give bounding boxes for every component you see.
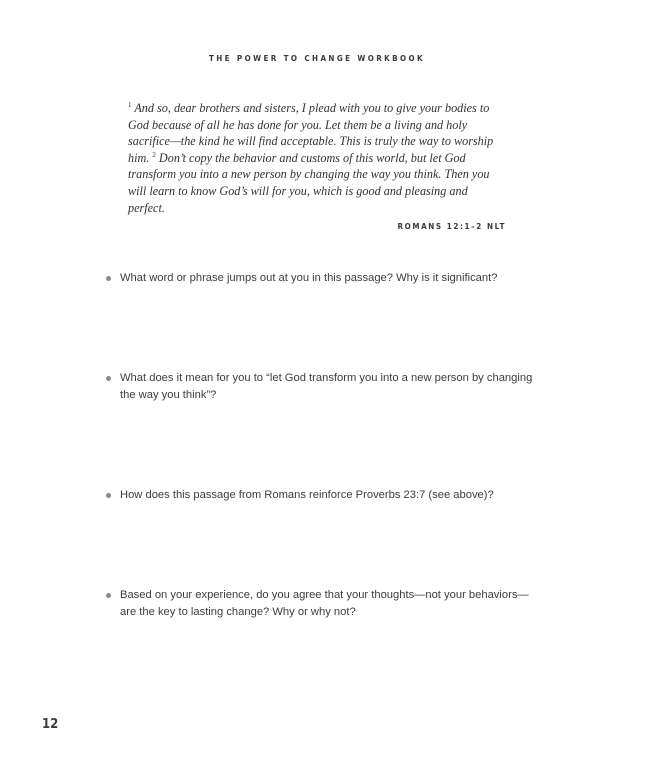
scripture-passage	[128, 100, 506, 231]
verse-text: Don’t copy the behavior and customs of this world, but let God transform you into a new person by changing the way you think. Then you will learn to know God’s will for you, which is good and pleasing and perfect.	[128, 150, 490, 215]
question-item	[104, 370, 544, 403]
question-item	[104, 270, 544, 287]
bullet-icon	[106, 276, 111, 281]
question-text: What word or phrase jumps out at you in this passage? Why is it significant?	[120, 272, 498, 284]
question-text: How does this passage from Romans reinforce Proverbs 23:7 (see above)?	[120, 489, 494, 501]
page-number: 12	[42, 717, 59, 732]
scripture-text	[128, 100, 506, 216]
question-item	[104, 487, 544, 504]
running-header-title: THE POWER TO CHANGE WORKBOOK	[208, 54, 426, 63]
verse-number: 2	[152, 150, 156, 159]
bullet-icon	[106, 593, 111, 598]
bullet-icon	[106, 493, 111, 498]
verse-text: And so, dear brothers and sisters, I plead with you to give your bodies to God because of all he has done for you. Let them be a living and holy sacrifice—the kind he will find acceptable. This is truly the way to worship him.	[128, 101, 494, 165]
verse-number: 1	[128, 100, 132, 109]
scripture-reference: ROMANS 12:1–2 NLT	[397, 222, 506, 232]
question-text: Based on your experience, do you agree that your thoughts—not your behaviors—are the key to lasting change? Why or why not?	[120, 589, 529, 618]
question-item	[104, 587, 544, 620]
bullet-icon	[106, 376, 111, 381]
question-text: What does it mean for you to “let God transform you into a new person by changing the way you think”?	[120, 372, 533, 401]
